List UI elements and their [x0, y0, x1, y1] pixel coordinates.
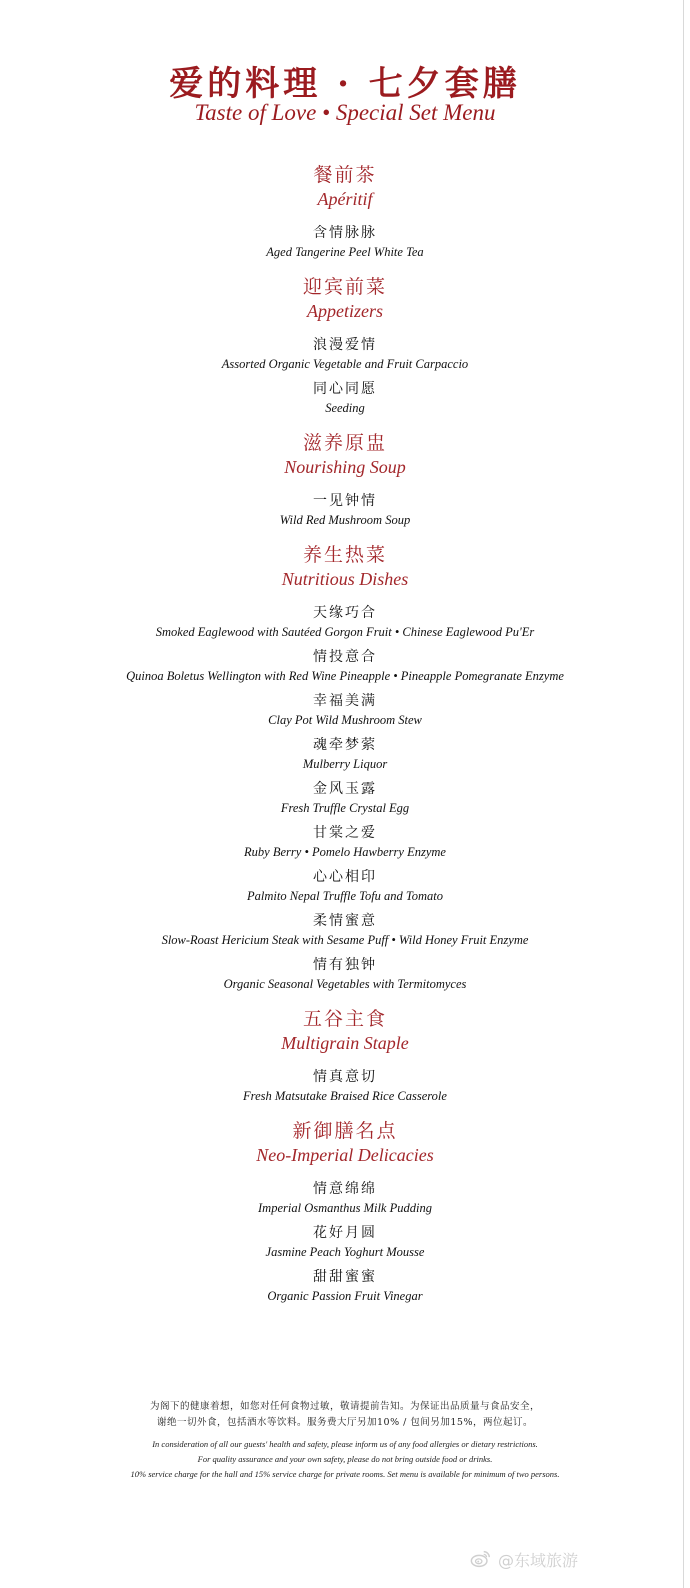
dish-name-zh: 花好月圆	[313, 1225, 377, 1241]
menu-section	[0, 1007, 690, 1105]
menu-item	[0, 955, 690, 993]
menu-item	[0, 911, 690, 949]
dish-name-en: Fresh Matsutake Braised Rice Casserole	[243, 1089, 447, 1103]
dish-name-en: Organic Seasonal Vegetables with Termitomyces	[223, 977, 467, 991]
menu-item	[0, 1067, 690, 1105]
menu-item	[0, 603, 690, 641]
section-heading-en: Multigrain Staple	[281, 1033, 409, 1053]
menu-item	[0, 491, 690, 529]
menu-item	[0, 1179, 690, 1217]
footer-notice-en-line1: In consideration of all our guests' health and safety, please inform us of any food allergies or dietary restrictions.	[152, 1439, 538, 1449]
dish-name-en: Imperial Osmanthus Milk Pudding	[258, 1201, 432, 1215]
dish-name-en: Smoked Eaglewood with Sautéed Gorgon Fruit • Chinese Eaglewood Pu'Er	[155, 625, 535, 639]
dish-name-en: Seeding	[325, 401, 365, 415]
dish-name-en: Mulberry Liquor	[302, 757, 388, 771]
section-heading-zh: 五谷主食	[302, 1008, 387, 1030]
section-heading-en: Appetizers	[307, 301, 383, 321]
dish-name-en: Ruby Berry • Pomelo Hawberry Enzyme	[244, 845, 446, 859]
menu-section	[0, 1119, 690, 1305]
dish-name-zh: 天缘巧合	[313, 605, 377, 621]
weibo-icon	[470, 1548, 492, 1570]
section-heading-en: Neo-Imperial Delicacies	[256, 1145, 434, 1165]
dish-name-zh: 含情脉脉	[313, 225, 377, 241]
dish-name-zh: 浪漫爱情	[313, 337, 377, 353]
menu-item	[0, 735, 690, 773]
dish-name-zh: 一见钟情	[313, 493, 377, 509]
menu-title-english: Taste of Love • Special Set Menu	[194, 100, 496, 125]
footer-notice-zh-line1: 为阁下的健康着想，如您对任何食物过敏，敬请提前告知。为保证出品质量与食品安全，	[149, 1401, 540, 1412]
dish-name-en: Aged Tangerine Peel White Tea	[266, 245, 424, 259]
dish-name-zh: 情有独钟	[313, 957, 377, 973]
dish-name-zh: 情投意合	[313, 649, 377, 665]
menu-section	[0, 543, 690, 993]
dish-name-en: Slow-Roast Hericium Steak with Sesame Puff • Wild Honey Fruit Enzyme	[161, 933, 529, 947]
section-heading-zh: 新御膳名点	[292, 1120, 398, 1142]
footer-notice-en-line3: 10% service charge for the hall and 15% service charge for private rooms. Set menu is available for minimum of two persons.	[130, 1469, 560, 1479]
footer-notice-zh-line2: 谢绝一切外食，包括酒水等饮料。服务费大厅另加10% / 包间另加15%，两位起订。	[157, 1417, 533, 1428]
menu-title-chinese: 爱的料理 · 七夕套膳	[169, 64, 521, 104]
menu-item	[0, 1267, 690, 1305]
menu-section	[0, 163, 690, 261]
section-heading-zh: 迎宾前菜	[302, 276, 387, 298]
section-heading-zh: 滋养原盅	[302, 432, 387, 454]
section-heading-zh: 餐前茶	[313, 164, 377, 186]
dish-name-zh: 心心相印	[313, 869, 377, 885]
dish-name-en: Wild Red Mushroom Soup	[279, 513, 411, 527]
watermark-text: @东域旅游	[498, 1550, 579, 1570]
menu-item	[0, 823, 690, 861]
dish-name-zh: 同心同愿	[313, 381, 377, 397]
menu-item	[0, 691, 690, 729]
dish-name-zh: 情真意切	[313, 1069, 377, 1085]
dish-name-zh: 金风玉露	[313, 781, 377, 797]
section-heading-en: Nutritious Dishes	[281, 569, 409, 589]
section-heading-zh: 养生热菜	[302, 544, 387, 566]
dish-name-en: Palmito Nepal Truffle Tofu and Tomato	[247, 889, 443, 903]
menu-item	[0, 647, 690, 685]
dish-name-en: Quinoa Boletus Wellington with Red Wine Pineapple • Pineapple Pomegranate Enzyme	[126, 669, 564, 683]
section-heading-en: Nourishing Soup	[284, 457, 406, 477]
dish-name-zh: 魂牵梦萦	[313, 737, 377, 753]
menu-section	[0, 275, 690, 417]
dish-name-en: Jasmine Peach Yoghurt Mousse	[265, 1245, 425, 1259]
menu-item	[0, 1223, 690, 1261]
menu-sections	[0, 163, 690, 1319]
dish-name-en: Clay Pot Wild Mushroom Stew	[268, 713, 422, 727]
dish-name-zh: 幸福美满	[313, 693, 377, 709]
footer-notice-en-line2: For quality assurance and your own safety, please do not bring outside food or drinks.	[197, 1454, 493, 1464]
menu-item	[0, 779, 690, 817]
dish-name-en: Fresh Truffle Crystal Egg	[280, 801, 410, 815]
dish-name-en: Assorted Organic Vegetable and Fruit Carpaccio	[221, 357, 469, 371]
menu-section	[0, 431, 690, 529]
dish-name-zh: 甘棠之爱	[313, 825, 377, 841]
dish-name-zh: 甜甜蜜蜜	[313, 1269, 377, 1285]
dish-name-zh: 柔情蜜意	[313, 913, 377, 929]
section-heading-en: Apéritif	[317, 189, 373, 209]
source-watermark	[470, 1545, 680, 1573]
menu-item	[0, 223, 690, 261]
dish-name-en: Organic Passion Fruit Vinegar	[267, 1289, 423, 1303]
dish-name-zh: 情意绵绵	[313, 1181, 377, 1197]
menu-item	[0, 867, 690, 905]
menu-item	[0, 379, 690, 417]
menu-footer-notice	[0, 1399, 690, 1482]
menu-item	[0, 335, 690, 373]
